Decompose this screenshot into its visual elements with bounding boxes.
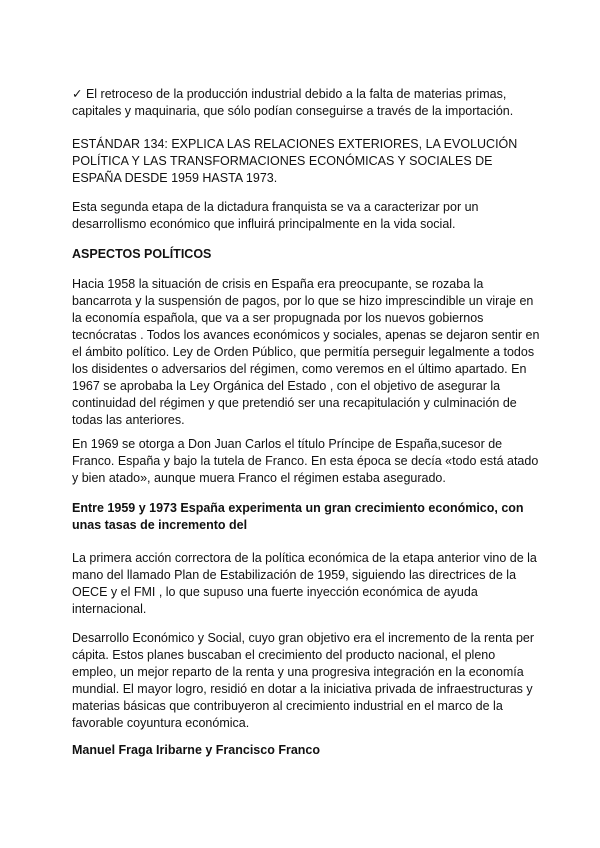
standard-heading: ESTÁNDAR 134: EXPLICA LAS RELACIONES EXTERIORES, LA EVOLUCIÓN POLÍTICA Y LAS TRANSFORMACIONES ECONÓMICAS Y SOCIALES DE ESPAÑA DESDE 1959 HASTA 1973. [72, 137, 518, 185]
intro-paragraph: Esta segunda etapa de la dictadura franquista se va a caracterizar por un desarrollismo económico que influirá principalmente en la vida social. [72, 200, 479, 231]
heading-fraga-franco: Manuel Fraga Iribarne y Francisco Franco [72, 743, 320, 757]
heading-political-aspects: ASPECTOS POLÍTICOS [72, 247, 212, 261]
heading-economic-growth: Entre 1959 y 1973 España experimenta un gran crecimiento económico, con unas tasas de incremento del [72, 501, 524, 532]
paragraph-development: Desarrollo Económico y Social, cuyo gran objetivo era el incremento de la renta per cápita. Estos planes buscaban el crecimiento del producto nacional, el pleno empleo, un mejor reparto de la renta y una progresiva integración en la economía mundial. El mayor logro, residió en dotar a la iniciativa privada de infraestructuras y materias básicas que contribuyeron al crecimiento industrial en el marco de la favorable coyuntura económica. [72, 631, 535, 730]
paragraph-1969: En 1969 se otorga a Don Juan Carlos el título Príncipe de España,sucesor de Franco. España y bajo la tutela de Franco. En esta época se decía «todo está atado y bien atado», aunque muera Franco el régimen estaba asegurado. [72, 437, 539, 485]
intro-point: ✓ El retroceso de la producción industrial debido a la falta de materias primas, capitales y maquinaria, que sólo podían conseguirse a través de la importación. [72, 87, 514, 118]
paragraph-stabilization-plan: La primera acción correctora de la política económica de la etapa anterior vino de la mano del llamado Plan de Estabilización de 1959, siguiendo las directrices de la OECE y el FMI , lo que supuso una fuerte inyección económica de ayuda internacional. [72, 551, 537, 616]
paragraph-1958: Hacia 1958 la situación de crisis en España era preocupante, se rozaba la bancarrota y la suspensión de pagos, por lo que se hizo imprescindible un viraje en la economía española, que va a ser propugnada por los nuevos gobiernos tecnócratas . Todos los avances económicos y sociales, apenas se dejaron sentir en el ámbito político. Ley de Orden Público, que permitía perseguir legalmente a todos los disidentes o adversarios del régimen, como veremos en el último apartado. En 1967 se aprobaba la Ley Orgánica del Estado , con el objetivo de asegurar la continuidad del régimen y que pretendió ser una recapitulación y culminación de todas las anteriores. [72, 277, 540, 427]
